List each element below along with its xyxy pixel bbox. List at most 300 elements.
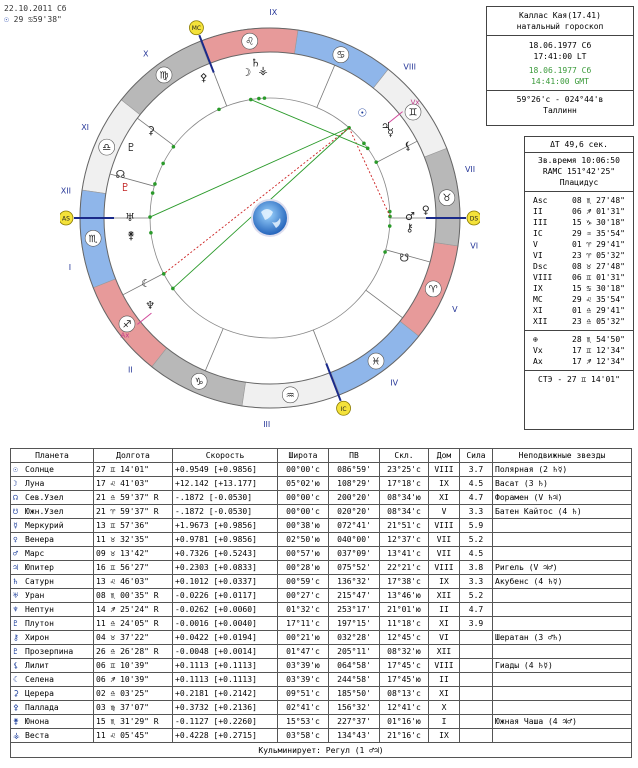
planet-name: Нептун — [25, 605, 54, 614]
cell-st: Южная Чаша (4 ♃♂) — [493, 715, 632, 729]
planet-icon: ⚳ — [146, 124, 155, 138]
house-cusps-list — [525, 195, 633, 327]
zodiac-sign-icon: ♒ — [285, 390, 295, 402]
planet-name: Южн.Узел — [25, 507, 64, 516]
house-cusp-label: II — [533, 207, 543, 216]
house-cusp-label: XII — [533, 317, 548, 326]
angle-label: IC — [340, 405, 347, 413]
corner-sun-position: ☉ 29 ♋59'38" — [4, 15, 62, 24]
cell-h: XII — [429, 645, 460, 659]
house-system: Плацидус — [559, 178, 599, 187]
cell-lon: 14 ♐ 25'24" R — [94, 603, 173, 617]
planet-glyph-icon: ♂ — [13, 549, 18, 558]
house-cusp-value: 01 ♎ 29'41" — [572, 306, 625, 315]
house-cusp-row — [525, 195, 633, 206]
table-row — [11, 603, 632, 617]
house-cusp-row — [525, 283, 633, 294]
cell-s — [460, 687, 493, 701]
cell-dec: 08°32'ю — [380, 645, 429, 659]
cell-lon: 08 ♏ 00'35" R — [94, 589, 173, 603]
planet-name: Сев.Узел — [25, 493, 64, 502]
cell-h: XI — [429, 687, 460, 701]
table-row — [11, 575, 632, 589]
cell-lon: 16 ♊ 56'27" — [94, 561, 173, 575]
cell-st: Васат (3 ♄) — [493, 477, 632, 491]
planet-icon: ⚶ — [258, 64, 268, 78]
house-cusp-value: 15 ♑ 30'18" — [572, 218, 625, 227]
planet-name-cell — [11, 631, 94, 645]
cell-h: XI — [429, 617, 460, 631]
cell-sp: -0.0226 [+0.0117] — [173, 589, 278, 603]
cell-lat: 03°58'с — [278, 729, 329, 743]
cell-pv: 197°15' — [329, 617, 380, 631]
planet-glyph-icon: ⚶ — [13, 731, 20, 740]
house-cusp-label: Asc — [533, 196, 548, 205]
house-number: V — [452, 304, 458, 314]
cell-h: II — [429, 673, 460, 687]
cell-lat: 00°00'с — [278, 505, 329, 519]
table-row — [11, 617, 632, 631]
cell-sp: +0.9781 [+0.9856] — [173, 533, 278, 547]
cell-h: IX — [429, 575, 460, 589]
house-cusp-label: MC — [533, 295, 543, 304]
zodiac-sign-icon: ♏ — [88, 233, 98, 245]
house-number: I — [68, 263, 72, 273]
table-row — [11, 645, 632, 659]
house-cusp-value: 06 ♐ 01'31" — [572, 207, 625, 216]
house-cusp-label: Dsc — [533, 262, 548, 271]
planet-name: Солнце — [25, 465, 54, 474]
cell-sp: -.1872 [-0.0530] — [173, 505, 278, 519]
planet-name: Церера — [25, 689, 54, 698]
planet-glyph-icon: ♆ — [13, 605, 18, 614]
cell-lon: 04 ♉ 37'22" — [94, 631, 173, 645]
cell-lat: 00°59'с — [278, 575, 329, 589]
planet-dot — [153, 182, 157, 186]
cell-s: 3.3 — [460, 575, 493, 589]
chart-info-box — [486, 6, 634, 126]
cell-lat: 01°32'с — [278, 603, 329, 617]
cell-h: VII — [429, 547, 460, 561]
culmination-footer: Кульминирует: Регул (1 ♂♃) — [10, 742, 632, 758]
table-row — [11, 729, 632, 743]
cell-lon: 15 ♏ 31'29" R — [94, 715, 173, 729]
house-cusp-label: VIII — [533, 273, 553, 282]
table-row — [11, 561, 632, 575]
table-row — [11, 659, 632, 673]
cell-h: VIII — [429, 519, 460, 533]
zodiac-sign-icon: ♓ — [371, 356, 381, 368]
cell-sp: -0.0048 [+0.0014] — [173, 645, 278, 659]
planet-name: Венера — [25, 535, 54, 544]
local-date: 18.06.1977 Сб — [528, 41, 592, 50]
cell-lon: 21 ♎ 59'37" R — [94, 491, 173, 505]
points-list — [525, 334, 633, 367]
table-row — [11, 701, 632, 715]
cell-dec: 17°18'с — [380, 477, 429, 491]
cell-pv: 200°20' — [329, 491, 380, 505]
house-cusp-value: 06 ♊ 01'31" — [572, 273, 625, 282]
cell-s: 4.5 — [460, 477, 493, 491]
cell-dec: 11°18'с — [380, 617, 429, 631]
cell-sp: +0.0422 [+0.0194] — [173, 631, 278, 645]
cell-dec: 21°01'ю — [380, 603, 429, 617]
cell-sp: +0.1113 [+0.1113] — [173, 673, 278, 687]
cell-lat: 00°00'с — [278, 463, 329, 477]
houses-box — [524, 136, 634, 430]
point-row — [525, 334, 633, 345]
cell-dec: 12°41'с — [380, 701, 429, 715]
planet-icon: ⚵ — [127, 229, 136, 243]
cell-st — [493, 687, 632, 701]
column-header: Планета — [11, 449, 94, 463]
cell-pv: 136°32' — [329, 575, 380, 589]
cell-s — [460, 673, 493, 687]
point-value: 28 ♏ 54'50" — [572, 335, 625, 344]
planet-name: Веста — [25, 731, 50, 740]
cell-st — [493, 617, 632, 631]
house-cusp-value: 08 ♏ 27'48" — [572, 196, 625, 205]
cell-lat: 00°57'ю — [278, 547, 329, 561]
cell-sp: -0.0262 [+0.0060] — [173, 603, 278, 617]
point-label: Ax — [533, 357, 543, 366]
cell-lon: 11 ♉ 32'35" — [94, 533, 173, 547]
cell-s: 4.7 — [460, 603, 493, 617]
vertex-label: Ax — [120, 331, 130, 340]
planet-glyph-icon: ♇ — [13, 647, 18, 656]
cell-lat: 03°39'ю — [278, 659, 329, 673]
planet-glyph-icon: ⚳ — [13, 689, 19, 698]
planet-dot — [162, 272, 166, 276]
planet-icon: ♇ — [126, 141, 137, 155]
planet-name: Уран — [25, 591, 45, 600]
planet-glyph-icon: ♃ — [13, 563, 18, 572]
zodiac-sign-icon: ♍ — [159, 70, 169, 82]
planet-dot — [161, 162, 165, 166]
cell-pv: 227°37' — [329, 715, 380, 729]
gmt-time: 14:41:00 GMT — [531, 77, 589, 86]
cell-lon: 17 ♌ 41'03" — [94, 477, 173, 491]
cell-sp: +1.9673 [+0.9856] — [173, 519, 278, 533]
table-row — [11, 519, 632, 533]
house-cusp-value: 29 ♌ 35'54" — [572, 295, 625, 304]
planet-icon: ♄ — [250, 56, 261, 70]
planet-name-cell — [11, 603, 94, 617]
cell-lat: 01°47'с — [278, 645, 329, 659]
cell-lat: 00°38'ю — [278, 519, 329, 533]
house-cusp-value: 01 ♈ 29'41" — [572, 240, 625, 249]
planet-name: Лилит — [25, 661, 50, 670]
cell-pv: 108°29' — [329, 477, 380, 491]
house-cusp-value: 29 ♒ 35'54" — [572, 229, 625, 238]
cell-dec: 17°45'с — [380, 659, 429, 673]
planet-glyph-icon: ♀ — [13, 535, 18, 544]
column-header: Сила — [460, 449, 493, 463]
planet-icon: ⚷ — [405, 221, 414, 235]
house-number: III — [263, 419, 271, 429]
cell-st — [493, 519, 632, 533]
house-cusp-label: XI — [533, 306, 543, 315]
cell-sp: +0.3732 [+0.2136] — [173, 701, 278, 715]
cell-lon: 06 ♐ 10'39" — [94, 673, 173, 687]
column-header: Скорость — [173, 449, 278, 463]
planet-name-cell — [11, 715, 94, 729]
cell-st: Форамен (V ♄♃) — [493, 491, 632, 505]
zodiac-sign-icon: ♋ — [336, 50, 346, 62]
cell-s — [460, 715, 493, 729]
cell-dec: 13°41'с — [380, 547, 429, 561]
planet-glyph-icon: ☿ — [13, 521, 18, 530]
planet-name-cell — [11, 477, 94, 491]
table-row — [11, 715, 632, 729]
ste-line: СТЭ - 27 ♊ 14'01" — [538, 375, 620, 384]
cell-dec: 08°34'с — [380, 505, 429, 519]
cell-h: XII — [429, 589, 460, 603]
cell-h: I — [429, 715, 460, 729]
cell-pv: 086°59' — [329, 463, 380, 477]
cell-sp: +0.7326 [+0.5243] — [173, 547, 278, 561]
planet-name: Селена — [25, 675, 54, 684]
zodiac-sign-icon: ♈ — [428, 284, 438, 296]
cell-dec: 08°34'ю — [380, 491, 429, 505]
vertex-label: Vx — [410, 98, 420, 107]
cell-lat: 00°21'ю — [278, 631, 329, 645]
house-number: VIII — [403, 62, 416, 72]
table-body — [11, 463, 632, 743]
cell-lon: 06 ♊ 10'39" — [94, 659, 173, 673]
cell-lat: 00°28'ю — [278, 561, 329, 575]
cell-dec: 12°37'с — [380, 533, 429, 547]
planet-name-cell — [11, 561, 94, 575]
planet-icon: ☾ — [141, 277, 152, 291]
cell-sp: +0.1012 [+0.0337] — [173, 575, 278, 589]
corner-info — [4, 3, 67, 25]
zodiac-sign-icon: ♑ — [194, 376, 204, 388]
table-row — [11, 463, 632, 477]
cell-h: II — [429, 603, 460, 617]
cell-sp: +0.2303 [+0.0833] — [173, 561, 278, 575]
planet-name: Прозерпина — [25, 647, 74, 656]
cell-h: V — [429, 505, 460, 519]
cell-h: VIII — [429, 463, 460, 477]
cell-lon: 02 ♎ 03'25" — [94, 687, 173, 701]
cell-pv: 072°41' — [329, 519, 380, 533]
planet-glyph-icon: ♇ — [13, 619, 18, 628]
planet-dot — [374, 160, 378, 164]
planet-glyph-icon: ⚵ — [13, 717, 19, 726]
planet-dot — [388, 224, 392, 228]
cell-s: 5.2 — [460, 533, 493, 547]
point-label: ⊕ — [533, 335, 538, 344]
table-row — [11, 533, 632, 547]
table-row — [11, 687, 632, 701]
zodiac-sign-icon: ♌ — [245, 36, 255, 48]
table-row — [11, 673, 632, 687]
planet-glyph-icon: ♅ — [13, 591, 18, 600]
table-row — [11, 631, 632, 645]
cell-st: Полярная (2 ♄☿) — [493, 463, 632, 477]
house-cusp-label: III — [533, 218, 548, 227]
cell-st: Ригель (V ♃♂) — [493, 561, 632, 575]
cell-lon: 26 ♎ 26'28" R — [94, 645, 173, 659]
house-cusp-row — [525, 316, 633, 327]
column-header: Дом — [429, 449, 460, 463]
planet-glyph-icon: ☽ — [13, 479, 18, 488]
cell-pv: 134°43' — [329, 729, 380, 743]
house-cusp-value: 08 ♉ 27'48" — [572, 262, 625, 271]
cell-lon: 11 ♌ 05'45" — [94, 729, 173, 743]
cell-lat: 02°50'ю — [278, 533, 329, 547]
house-number: II — [127, 365, 133, 375]
point-value: 17 ♊ 12'34" — [572, 346, 625, 355]
cell-sp: +0.1113 [+0.1113] — [173, 659, 278, 673]
table-row — [11, 589, 632, 603]
zodiac-sign-icon: ♉ — [442, 193, 452, 205]
cell-st — [493, 589, 632, 603]
cell-pv: 040°00' — [329, 533, 380, 547]
cell-pv: 244°58' — [329, 673, 380, 687]
cell-sp: -0.1127 [+0.2260] — [173, 715, 278, 729]
cell-lat: 09°51'с — [278, 687, 329, 701]
planet-icon: ♇ — [120, 181, 131, 195]
planet-name: Сатурн — [25, 577, 54, 586]
cell-s — [460, 701, 493, 715]
local-time: 17:41:00 LT — [533, 52, 587, 61]
zodiac-sign-icon: ♐ — [122, 319, 132, 331]
planet-dot — [149, 231, 153, 235]
planet-icon: ♅ — [125, 210, 135, 224]
cell-s: 3.3 — [460, 505, 493, 519]
cell-pv: 215°47' — [329, 589, 380, 603]
planets-table — [10, 448, 632, 743]
planet-name: Плутон — [25, 619, 54, 628]
cell-s: 3.8 — [460, 561, 493, 575]
planet-glyph-icon: ⚸ — [13, 661, 19, 670]
cell-st: Акубенс (4 ♄☿) — [493, 575, 632, 589]
point-row — [525, 356, 633, 367]
table-row — [11, 477, 632, 491]
cell-dec: 21°51'с — [380, 519, 429, 533]
cell-h: X — [429, 701, 460, 715]
cell-lat: 00°27'с — [278, 589, 329, 603]
cell-dec: 23°25'с — [380, 463, 429, 477]
cell-h: XI — [429, 491, 460, 505]
sidereal-time: Зв.время 10:06:50 — [538, 156, 620, 165]
cell-dec: 17°38'с — [380, 575, 429, 589]
house-cusp-label: VI — [533, 251, 543, 260]
planet-name: Меркурий — [25, 521, 64, 530]
planet-dot — [388, 215, 392, 219]
cell-st — [493, 645, 632, 659]
planet-name-cell — [11, 659, 94, 673]
cell-s: 4.7 — [460, 491, 493, 505]
planet-name: Марс — [25, 549, 45, 558]
cell-pv: 156°32' — [329, 701, 380, 715]
column-header: Широта — [278, 449, 329, 463]
house-cusp-row — [525, 217, 633, 228]
planet-name: Хирон — [25, 633, 50, 642]
cell-sp: -.1872 [-0.0530] — [173, 491, 278, 505]
planet-dot — [362, 142, 366, 146]
cell-pv: 205°11' — [329, 645, 380, 659]
cell-lat: 00°00'с — [278, 491, 329, 505]
cell-pv: 064°58' — [329, 659, 380, 673]
person-name: Каллас Кая(17.41) — [519, 11, 601, 20]
cell-st — [493, 701, 632, 715]
corner-date: 22.10.2011 Сб — [4, 4, 67, 13]
house-number: XI — [81, 123, 90, 133]
planet-dot — [172, 145, 176, 149]
house-number: VII — [464, 164, 476, 174]
cell-h: VI — [429, 631, 460, 645]
cell-s: 3.7 — [460, 463, 493, 477]
planet-name-cell — [11, 547, 94, 561]
cell-dec: 21°16'с — [380, 729, 429, 743]
cell-lat: 05°02'ю — [278, 477, 329, 491]
city: Таллинн — [543, 106, 577, 115]
column-header: Неподвижные звезды — [493, 449, 632, 463]
cell-lon: 21 ♈ 59'37" R — [94, 505, 173, 519]
planet-name: Луна — [25, 479, 45, 488]
table-row — [11, 505, 632, 519]
planet-icon: ☿ — [387, 126, 394, 140]
cell-h: IX — [429, 477, 460, 491]
angle-label: MC — [191, 25, 202, 33]
table-row — [11, 491, 632, 505]
cell-dec: 22°21'с — [380, 561, 429, 575]
house-number: IV — [390, 378, 399, 388]
planet-icon: ♂ — [405, 210, 415, 224]
cell-st: Батен Кайтос (4 ♄) — [493, 505, 632, 519]
planet-glyph-icon: ♄ — [13, 577, 18, 586]
planet-name-cell — [11, 645, 94, 659]
house-cusp-row — [525, 228, 633, 239]
cell-sp: +0.4228 [+0.2715] — [173, 729, 278, 743]
cell-lon: 13 ♌ 46'03" — [94, 575, 173, 589]
planet-icon: ⚴ — [199, 70, 208, 84]
cell-st — [493, 673, 632, 687]
planet-dot — [217, 108, 221, 112]
table-row — [11, 547, 632, 561]
cell-lat: 03°39'с — [278, 673, 329, 687]
cell-s — [460, 645, 493, 659]
cell-st — [493, 547, 632, 561]
planet-name-cell — [11, 729, 94, 743]
planet-glyph-icon: ☊ — [13, 493, 18, 502]
planet-glyph-icon: ☾ — [13, 675, 18, 684]
table-header-row — [11, 449, 632, 463]
house-cusp-value: 23 ♎ 05'32" — [572, 317, 625, 326]
house-cusp-row — [525, 261, 633, 272]
planet-icon: ♃ — [380, 119, 391, 133]
planet-name-cell — [11, 687, 94, 701]
chart-type: натальный гороскоп — [516, 22, 604, 31]
house-cusp-row — [525, 250, 633, 261]
planet-icon: ☽ — [241, 65, 252, 79]
cell-pv: 037°09' — [329, 547, 380, 561]
angle-label: AS — [62, 215, 70, 223]
cell-pv: 253°17' — [329, 603, 380, 617]
planet-name-cell — [11, 463, 94, 477]
planet-icon: ☋ — [399, 251, 410, 265]
cell-s — [460, 631, 493, 645]
cell-dec: 17°45'ю — [380, 673, 429, 687]
cell-lat: 02°41'с — [278, 701, 329, 715]
angle-label: DS — [469, 215, 479, 223]
cell-st — [493, 533, 632, 547]
house-number: X — [143, 49, 149, 59]
cell-dec: 12°45'с — [380, 631, 429, 645]
